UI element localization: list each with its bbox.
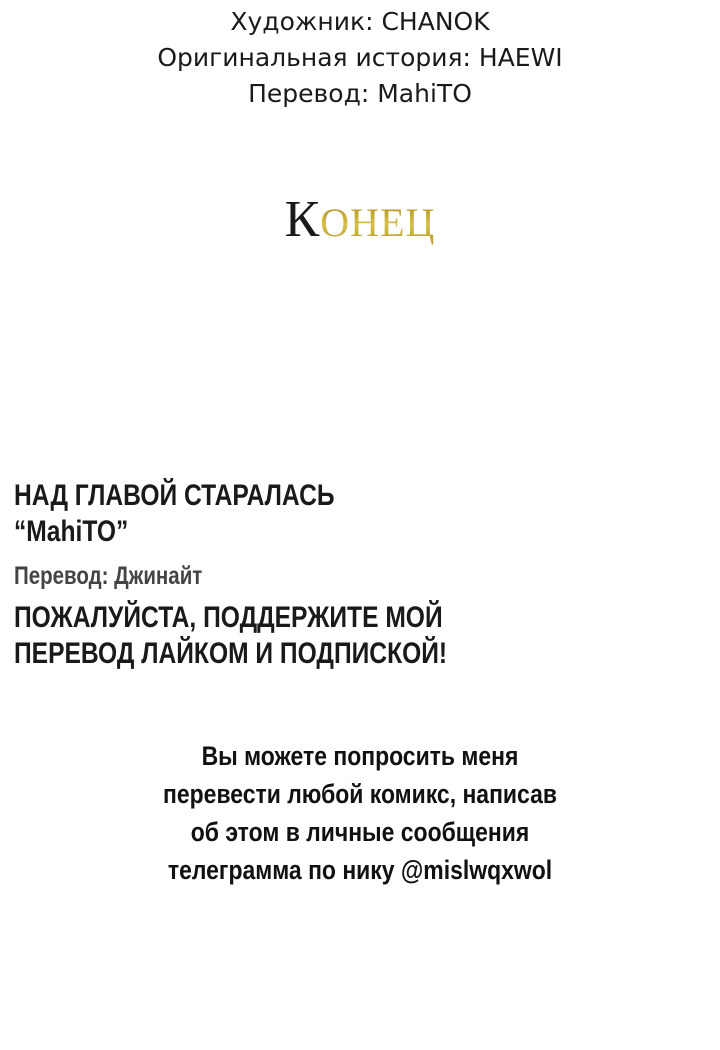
end-title-first-letter: К — [284, 191, 321, 248]
support-request-line2: ПЕРЕВОД ЛАЙКОМ И ПОДПИСКОЙ! — [14, 637, 448, 670]
translation-credit: Перевод: MahiTO — [248, 79, 472, 108]
translator-credit: Перевод: Джинайт — [14, 562, 203, 590]
note-line-1: Вы можете попросить меня — [201, 741, 519, 771]
note-line-2: перевести любой комикс, написав — [163, 779, 557, 809]
credits-block — [0, 4, 720, 112]
team-heading: НАД ГЛАВОЙ СТАРАЛАСЬ — [14, 479, 335, 512]
end-title — [0, 190, 720, 249]
artist-credit: Художник: CHANOK — [230, 7, 490, 36]
end-title-rest: ОНЕЦ — [320, 200, 436, 245]
contact-note — [0, 737, 720, 889]
support-request-line1: ПОЖАЛУЙСТА, ПОДДЕРЖИТЕ МОЙ — [14, 601, 443, 634]
note-line-4: телеграмма по нику @mislwqxwol — [167, 855, 553, 885]
team-block — [14, 478, 542, 672]
team-name: “MahiTO” — [14, 515, 129, 548]
note-line-3: об этом в личные сообщения — [190, 817, 530, 847]
original-story-credit: Оригинальная история: HAEWI — [157, 43, 563, 72]
